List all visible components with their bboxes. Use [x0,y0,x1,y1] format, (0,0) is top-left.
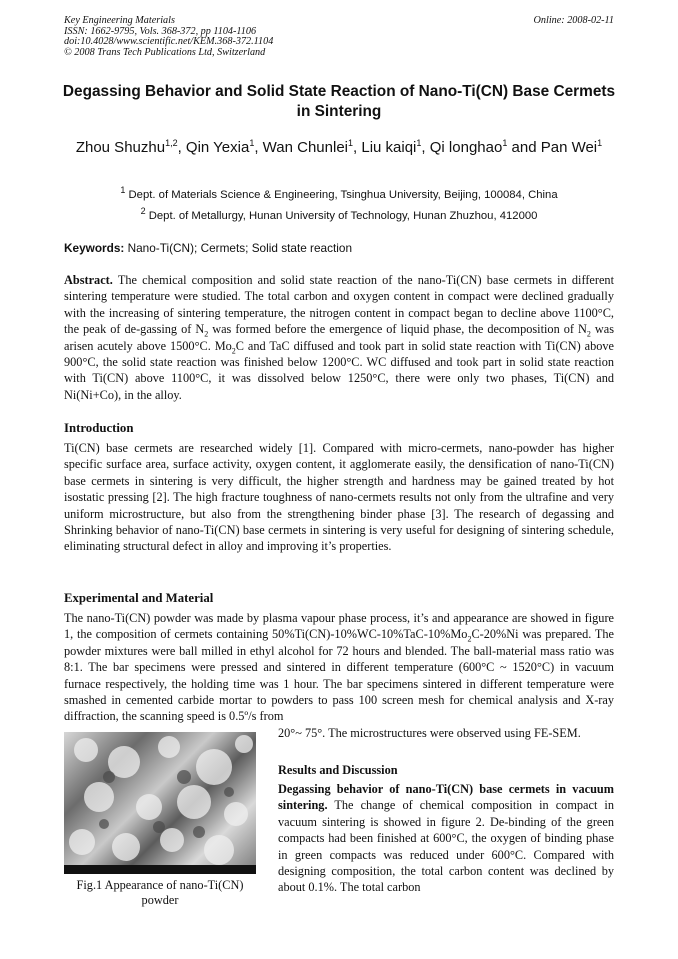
author-affiliation-mark: 1 [502,138,508,148]
copyright-line: © 2008 Trans Tech Publications Ltd, Switzerland [64,46,266,58]
author-separator: , [177,139,186,156]
author-affiliation-mark: 1 [249,138,255,148]
author-name: Zhou Shuzhu [75,139,166,156]
abstract [64,272,614,403]
results-body: The change of chemical composition in compact in vacuum sintering is showed in figure 2. De-binding of the green compacts had been finished at 600°C, the oxygen of binding phase in green compacts was reduced under 600°C. Compared with designing composition, the total carbon content was declined by about 0.1%. The total carbon [278,798,614,895]
results-subheading: Degassing behavior of nano-Ti(CN) base cermets in vacuum sintering. [278,782,614,813]
author-affiliation-mark: 1,2 [165,138,178,148]
keywords-text: Nano-Ti(CN); Cermets; Solid state reaction [127,241,353,255]
author-separator: and [507,139,541,156]
author-affiliation-mark: 1 [416,138,422,148]
online-date: Online: 2008-02-11 [533,15,614,26]
author-name: Qin Yexia [185,139,250,156]
affiliation-number: 1 [120,185,126,195]
abstract-text: The chemical composition and solid state reaction of the nano-Ti(CN) base cermets in different sintering temperature were studied. The total carbon and oxygen content in compact were declined gradually with the increasing of sintering temperature, the nitrogen content in compact began to decline above 1100°C, the peak of de-gassing of $N_2$ was formed before the emergence of liquid phase, the decomposition of $N_2$ was arisen acutely above 1500°C. $Mo_2C$ and TaC diffused and took part in solid state reaction with Ti(CN) above 900°C, the solid state reaction was finished below 1200°C. WC diffused and took part in solid state reaction with Ti(CN) above 1100°C, it was dissolved below 1250°C, there were only two phases, Ti(CN) and Ni(Ni+Co), in the alloy. [64,273,615,402]
affiliation-2 [40,204,638,223]
experimental-heading: Experimental and Material [64,591,214,605]
sem-micrograph [64,732,256,874]
doi-line: doi:10.4028/www.scientific.net/KEM.368-372.1104 [64,36,274,48]
affiliation-number: 2 [140,206,146,216]
affiliation-text: Dept. of Materials Science & Engineering, Tsinghua University, Beijing, 100084, China [128,188,558,201]
author-name: Qi longhao [429,139,503,156]
author-separator: , [254,139,263,156]
journal-header [64,16,614,58]
results-heading: Results and Discussion [278,763,398,777]
keywords-label: Keywords: [64,241,125,255]
micrograph-info-bar [64,865,256,874]
affiliation-text: Dept. of Metallurgy, Hunan University of Technology, Hunan Zhuzhou, 412000 [148,209,538,222]
author-name: Liu kaiqi [361,139,417,156]
issn-line: ISSN: 1662-9795, Vols. 368-372, pp 1104-1106 [64,25,257,37]
paper-title: Degassing Behavior and Solid State Reaction of Nano-Ti(CN) Base Cermets in Sintering [62,83,616,120]
author-separator: , [353,139,362,156]
journal-name: Key Engineering Materials [64,15,175,26]
experimental-tail: 20°~ 75°. The microstructures were observed using FE-SEM. [278,726,581,740]
author-list [62,133,616,158]
affiliation-1 [40,183,638,202]
results-text [278,781,614,896]
author-affiliation-mark: 1 [597,138,603,148]
introduction-text: Ti(CN) base cermets are researched widely [1]. Compared with micro-cermets, nano-powder has higher specific surface area, surface activity, oxygen content, it agglomerate easily, the densification of nano-Ti(CN) base cermets in sintering is very difficult, the higher strength and hardness may be gained treated by hot isostatic pressing [2]. The high fracture toughness of nano-cermets results not only from the ultrafine and very uniform microstructure, but also from the strengthening binder phase [3]. The research of degassing and Shrinking behavior of nano-Ti(CN) base cermets in sintering is very useful for designing of sintering schedule, eliminating structural defect in alloy and improving it’s properties. [64,441,614,554]
keywords [64,241,614,255]
introduction-heading: Introduction [64,421,134,435]
author-name: Pan Wei [540,139,598,156]
experimental-text: The nano-Ti(CN) powder was made by plasma vapour phase process, it’s and appearance are showed in figure 1, the composition of cermets containing $50\%Ti(CN)-10\%WC-10\%TaC-10\%Mo_2C-20\%Ni$ was prepared. The powder mixtures were ball milled in ethyl alcohol for 72 hours and blended. The ball-material mass ratio was 8:1. The bar specimens were pressed and sintered in different temperature (600°C ~ 1520°C) in vacuum furnace respectively, the holding time was 1 hour. The bar specimens sintered in different temperature were smashed in cemented carbide mortar to powders to pass 100 screen mesh for chemical analysis and X-ray diffraction, the scanning speed is 0.5º/s from [64,611,614,724]
micrograph-texture [64,732,256,874]
author-affiliation-mark: 1 [348,138,354,148]
abstract-label: Abstract. [64,273,113,287]
figure-caption: Fig.1 Appearance of nano-Ti(CN) powder [76,878,244,907]
author-name: Wan Chunlei [262,139,348,156]
author-separator: , [421,139,430,156]
